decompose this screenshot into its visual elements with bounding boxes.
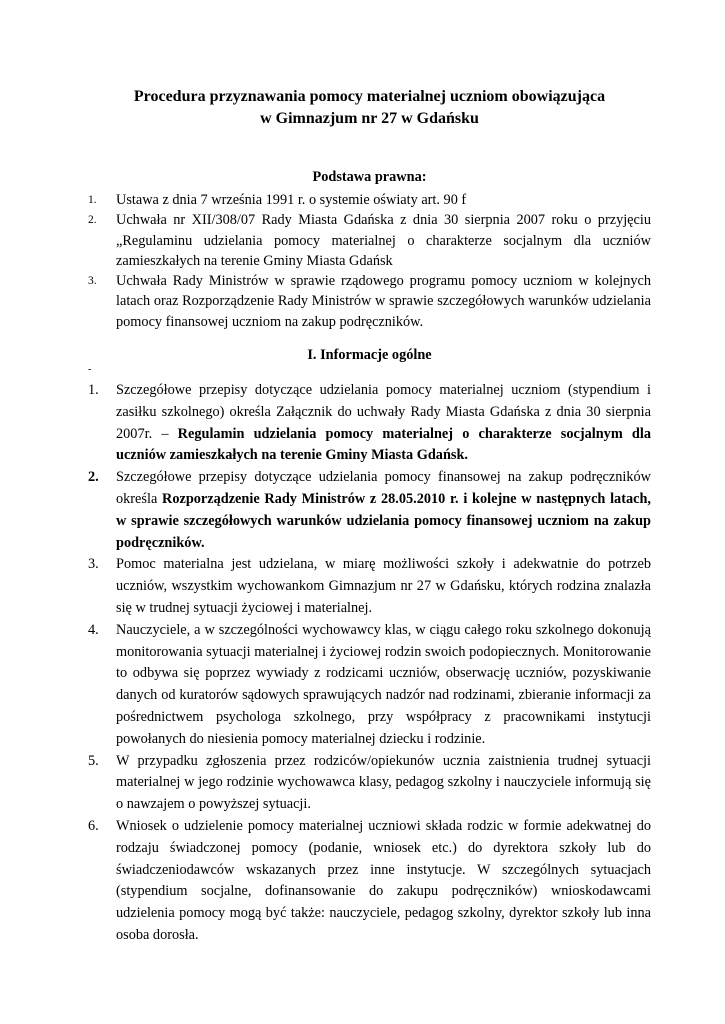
item-text bbox=[116, 467, 651, 554]
item-plain-text: Szczegółowe przepisy dotyczące udzielania pomocy materialnej uczniom (stypendium i zasiłku szkolnego) określa Załącznik do uchwały Rady Miasta Gdańska z dnia 30 sierpnia 2007r. – bbox=[116, 382, 651, 442]
title-line-2: w Gimnazjum nr 27 w Gdańsku bbox=[260, 110, 479, 127]
item-text: Uchwała Rady Ministrów w sprawie rządowego programu pomocy uczniom w kolejnych latach oraz Rozporządzenie Rady Ministrów w sprawie szczegółowych warunków udzielania pomocy finansowej uczniom na zakup podręczników. bbox=[116, 273, 651, 330]
document-title bbox=[88, 86, 651, 130]
item-number: 3. bbox=[88, 556, 99, 573]
list-item bbox=[88, 554, 651, 619]
item-text bbox=[116, 380, 651, 467]
item-number: 1. bbox=[88, 194, 97, 206]
legal-basis-list bbox=[88, 190, 651, 332]
item-text: Ustawa z dnia 7 września 1991 r. o systemie oświaty art. 90 f bbox=[116, 192, 467, 208]
item-plain-text: Szczegółowe przepisy dotyczące udzielania pomocy finansowej na zakup podręczników określa bbox=[116, 469, 651, 507]
item-number: 1. bbox=[88, 382, 99, 398]
list-item bbox=[88, 190, 651, 210]
item-number: 6. bbox=[88, 817, 99, 834]
item-number: 2. bbox=[88, 214, 97, 227]
list-item bbox=[88, 271, 651, 332]
item-number: 2. bbox=[88, 469, 99, 486]
item-bold-text: Regulamin udzielania pomocy materialnej o charakterze socjalnym dla uczniów zamieszkałych na terenie Gminy Miasta Gdańsk. bbox=[116, 425, 651, 464]
list-item bbox=[88, 751, 651, 816]
item-text: Uchwała nr XII/308/07 Rady Miasta Gdańska z dnia 30 sierpnia 2007 roku o przyjęciu „Regulaminu udzielania pomocy materialnej o charakterze socjalnym dla uczniów zamieszkałych na terenie Gminy Miasta Gdańsk bbox=[116, 212, 651, 269]
general-info-heading: I. Informacje ogólne bbox=[307, 347, 432, 363]
item-text: Nauczyciele, a w szczególności wychowawcy klas, w ciągu całego roku szkolnego dokonują monitorowania sytuacji materialnej i życiowej rodzin swoich podopiecznych. Monitorowanie to odbywa się poprzez wywiady z rodzicami uczniów, obserwację uczniów, pozyskiwanie danych od kuratorów sądowych sprawujących nadzór nad rodzinami, zbieranie informacji za pośrednictwem psychologa szkolnego, przy współpracy z pracownikami instytucji powołanych do niesienia pomocy materialnej dziecku i rodzinie. bbox=[116, 621, 651, 747]
item-text: Wniosek o udzielenie pomocy materialnej uczniowi składa rodzic w formie adekwatnej do rodzaju świadczonej pomocy (podanie, wniosek etc.) do dyrektora szkoły lub do świadczeniodawców wskazanych przez inne instytucje. W szczególnych sytuacjach (stypendium socjalne, dofinansowanie do zakupu podręczników) wnioskodawcami udzielenia pomocy mogą być także: nauczyciele, pedagog szkolny, dyrektor szkoły lub inna osoba dorosła. bbox=[116, 817, 651, 943]
item-text: W przypadku zgłoszenia przez rodziców/opiekunów ucznia zaistnienia trudnej sytuacji materialnej w jego rodzinie wychowawca klasy, pedagog szkolny i nauczyciele informują się o nawzajem o powyższej sytuacji. bbox=[116, 752, 651, 813]
item-number: 3. bbox=[88, 275, 97, 288]
item-bold-text: Rozporządzenie Rady Ministrów z 28.05.2010 r. i kolejne w następnych latach, w sprawie szczegółowych warunków udzielania pomocy finansowej uczniom na zakup podręczników. bbox=[116, 490, 651, 551]
general-info-list bbox=[88, 380, 651, 947]
list-item bbox=[88, 816, 651, 947]
list-item bbox=[88, 620, 651, 751]
item-text: Pomoc materialna jest udzielana, w miarę możliwości szkoły i adekwatnie do potrzeb uczniów, wszystkim wychowankom Gimnazjum nr 27 w Gdańsku, których rodzina znalazła się w trudnej sytuacji życiowej i materialnej. bbox=[116, 556, 651, 616]
list-item bbox=[88, 467, 651, 554]
stray-mark: - bbox=[88, 364, 92, 375]
item-number: 4. bbox=[88, 621, 99, 638]
list-item bbox=[88, 380, 651, 467]
title-line-1: Procedura przyznawania pomocy materialnej uczniom obowiązująca bbox=[133, 88, 606, 105]
item-number: 5. bbox=[88, 752, 99, 769]
list-item bbox=[88, 210, 651, 271]
legal-basis-heading: Podstawa prawna: bbox=[312, 169, 427, 185]
